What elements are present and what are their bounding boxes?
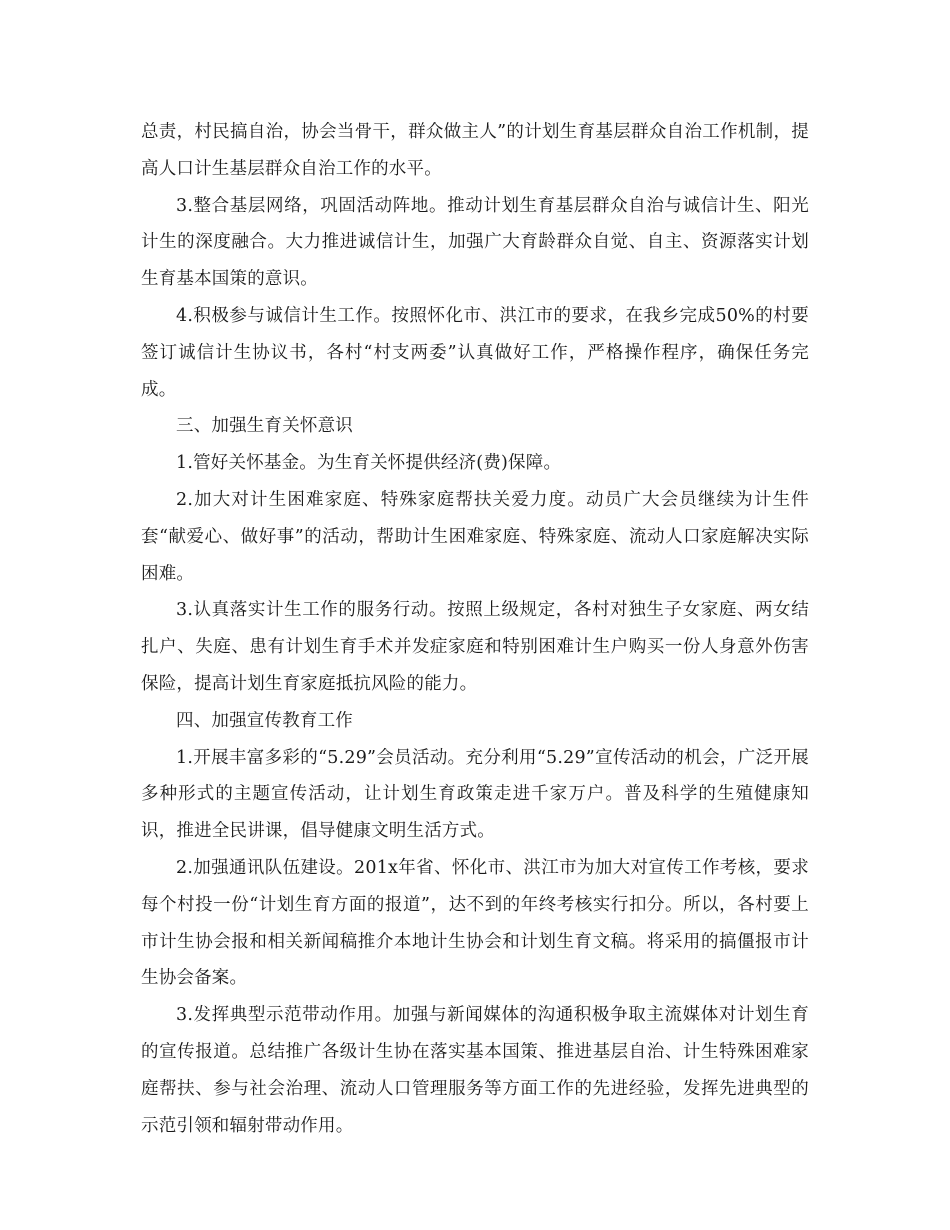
section-heading: 四、加强宣传教育工作 xyxy=(176,710,353,731)
paragraph-item: 2.加大对计生困难家庭、特殊家庭帮扶关爱力度。动员广大会员继续为计生件套“献爱心、做好事”的活动，帮助计生困难家庭、特殊家庭、流动人口家庭解决实际困难。 xyxy=(141,489,809,584)
paragraph-item: 1.开展丰富多彩的“5.29”会员活动。充分利用“5.29”宣传活动的机会，广泛开展多种形式的主题宣传活动，让计划生育政策走进千家万户。普及科学的生殖健康知识，推进全民讲课，倡导健康文明生活方式。 xyxy=(141,747,809,842)
document-body xyxy=(141,114,809,1144)
paragraph-item: 4.积极参与诚信计生工作。按照怀化市、洪江市的要求，在我乡完成50%的村要签订诚信计生协议书，各村“村支两委”认真做好工作，严格操作程序，确保任务完成。 xyxy=(141,305,809,400)
paragraph-item: 2.加强通讯队伍建设。201x年省、怀化市、洪江市为加大对宣传工作考核，要求每个村投一份“计划生育方面的报道”，达不到的年终考核实行扣分。所以，各村要上市计生协会报和相关新闻稿推介本地计生协会和计划生育文稿。将采用的搞僵报市计生协会备案。 xyxy=(141,857,809,989)
paragraph-item: 3.认真落实计生工作的服务行动。按照上级规定，各村对独生子女家庭、两女结扎户、失庭、患有计划生育手术并发症家庭和特别困难计生户购买一份人身意外伤害保险，提高计划生育家庭抵抗风险的能力。 xyxy=(141,600,809,694)
paragraph-item: 3.整合基层网络，巩固活动阵地。推动计划生育基层群众自治与诚信计生、阳光计生的深度融合。大力推进诚信计生，加强广大育龄群众自觉、自主、资源落实计划生育基本国策的意识。 xyxy=(141,195,809,290)
section-heading: 三、加强生育关怀意识 xyxy=(176,416,353,437)
paragraph-continuation: 总责，村民搞自治，协会当骨干，群众做主人”的计划生育基层群众自治工作机制，提高人口计生基层群众自治工作的水平。 xyxy=(141,122,809,179)
paragraph-item: 3.发挥典型示范带动作用。加强与新闻媒体的沟通积极争取主流媒体对计划生育的宣传报道。总结推广各级计生协在落实基本国策、推进基层自治、计生特殊困难家庭帮扶、参与社会治理、流动人口管理服务等方面工作的先进经验，发挥先进典型的示范引领和辐射带动作用。 xyxy=(141,1005,809,1136)
paragraph-item: 1.管好关怀基金。为生育关怀提供经济(费)保障。 xyxy=(176,453,562,474)
